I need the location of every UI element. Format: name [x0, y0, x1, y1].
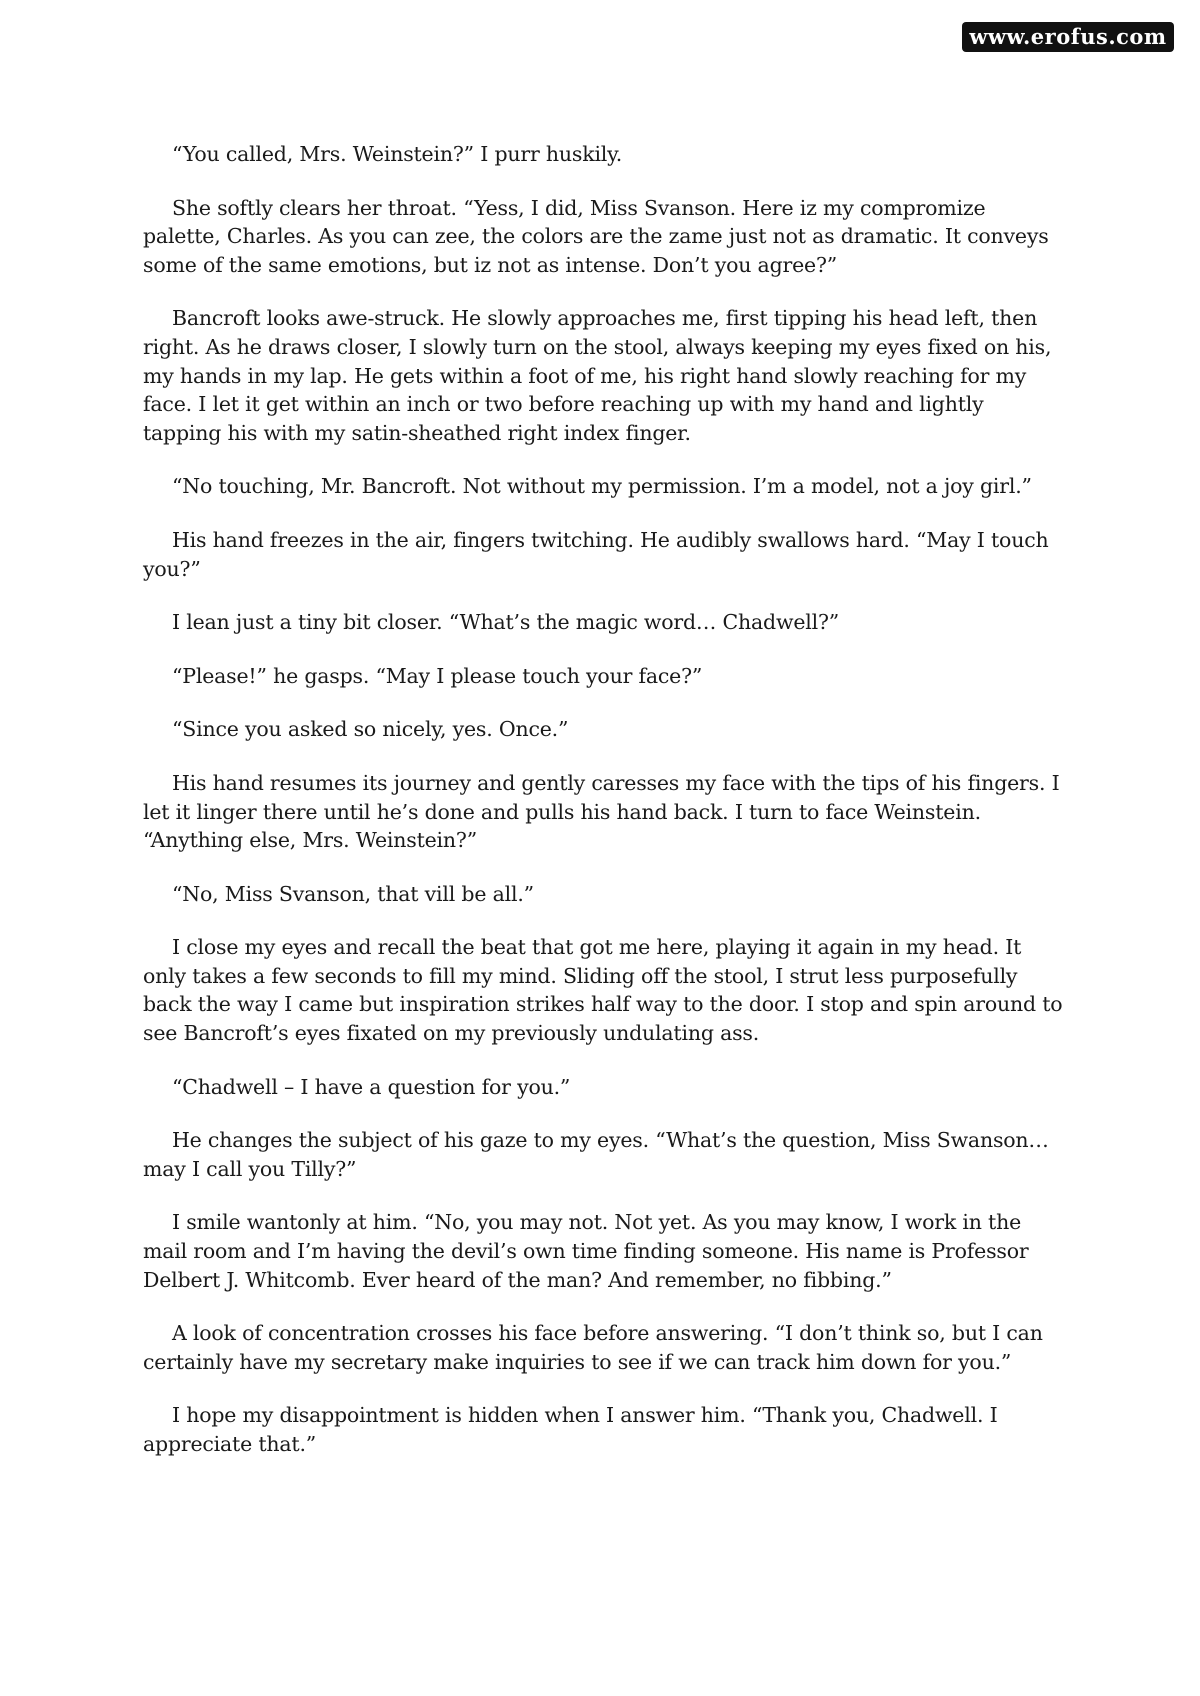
paragraph: “Chadwell – I have a question for you.” — [172, 1074, 571, 1099]
paragraph: She softly clears her throat. “Yess, I did, Miss Svanson. Here iz my compromize palette, Charles. As you can zee, the colors are the zame just not as dramatic. It conveys some of the same emotions, but iz not as intense. Don’t you agree?” — [143, 195, 1049, 277]
paragraph: I hope my disappointment is hidden when I answer him. “Thank you, Chadwell. I appreciate that.” — [143, 1403, 998, 1456]
paragraph: “No, Miss Svanson, that vill be all.” — [172, 881, 534, 906]
paragraph: I smile wantonly at him. “No, you may not. Not yet. As you may know, I work in the mail room and I’m having the devil’s own time finding someone. His name is Professor Delbert J. Whitcomb. Ever heard of the man? And remember, no fibbing.” — [143, 1210, 1029, 1292]
paragraph: His hand resumes its journey and gently caresses my face with the tips of his fingers. I let it linger there until he’s done and pulls his hand back. I turn to face Weinstein. “Anything else, Mrs. Weinstein?” — [143, 770, 1060, 853]
paragraph: A look of concentration crosses his face before answering. “I don’t think so, but I can certainly have my secretary make inquiries to see if we can track him down for you.” — [143, 1321, 1043, 1374]
paragraph: His hand freezes in the air, fingers twitching. He audibly swallows hard. “May I touch you?” — [143, 527, 1049, 581]
watermark-logo[interactable]: www.erofus.com — [962, 22, 1174, 52]
paragraph: Bancroft looks awe-struck. He slowly approaches me, first tipping his head left, then right. As he draws closer, I slowly turn on the stool, always keeping my eyes fixed on his, my hands in my lap. He gets within a foot of me, his right hand slowly reaching for my face. I let it get within an inch or two before reaching up with my hand and lightly tapping his with my satin-sheathed right index finger. — [143, 306, 1052, 445]
paragraph: “You called, Mrs. Weinstein?” I purr huskily. — [172, 142, 623, 166]
paragraph: He changes the subject of his gaze to my eyes. “What’s the question, Miss Swanson… may I call you Tilly?” — [143, 1128, 1049, 1181]
body-text — [143, 140, 1063, 1484]
paragraph: “Since you asked so nicely, yes. Once.” — [172, 717, 569, 742]
paragraph: “Please!” he gasps. “May I please touch your face?” — [172, 663, 703, 688]
paragraph: I close my eyes and recall the beat that got me here, playing it again in my head. It only takes a few seconds to fill my mind. Sliding off the stool, I strut less purposefully back the way I came but inspiration strikes half way to the door. I stop and spin around to see Bancroft’s eyes fixated on my previously undulating ass. — [143, 935, 1063, 1046]
paragraph: “No touching, Mr. Bancroft. Not without my permission. I’m a model, not a joy girl.” — [172, 474, 1032, 499]
paragraph: I lean just a tiny bit closer. “What’s the magic word… Chadwell?” — [172, 610, 840, 635]
